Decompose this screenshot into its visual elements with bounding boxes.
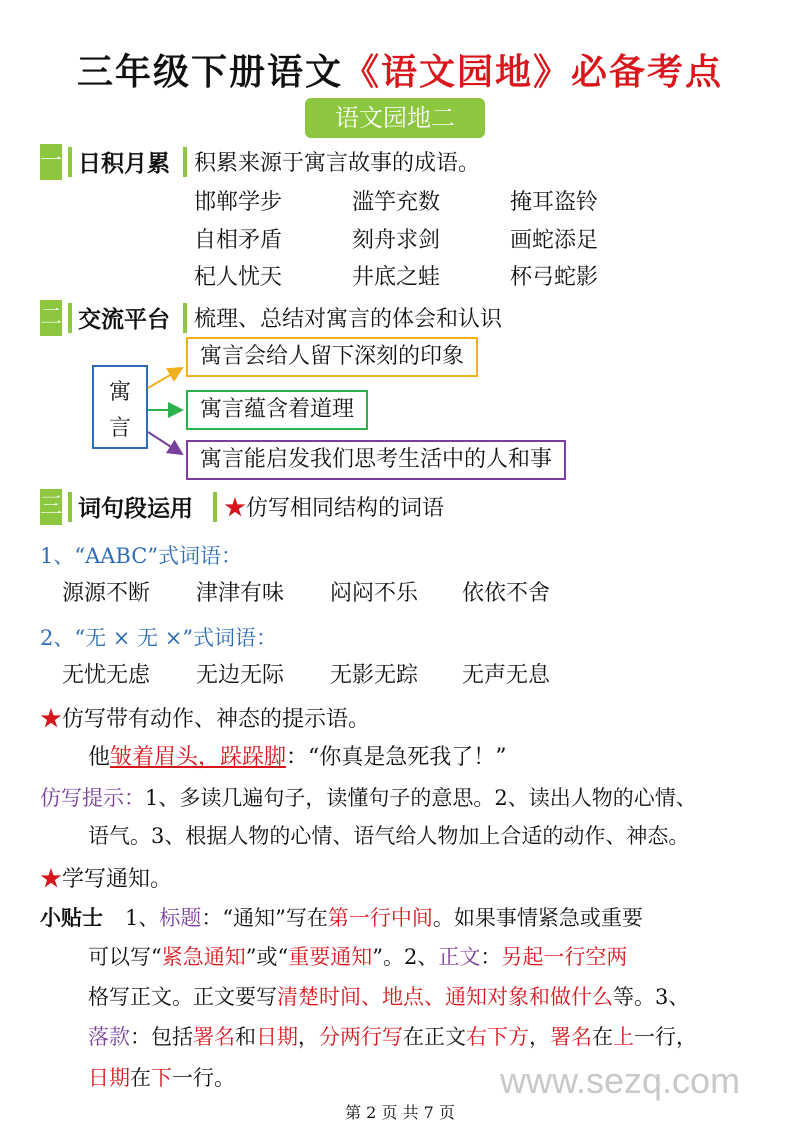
idiom-item: 掩耳盗铃 [510, 190, 599, 215]
word-item: 无影无踪 [330, 663, 419, 688]
section3-heading: 词句段运用 [78, 496, 193, 522]
hint-line-1: 仿写提示：1、多读几遍句子，读懂句子的意思。2、读出人物的心情、 [40, 786, 697, 810]
fable-point-1: 寓言会给人留下深刻的印象 [186, 337, 478, 377]
arrow-orange [148, 368, 182, 388]
tips-label: 小贴士 [40, 906, 103, 930]
section-subtitle-badge: 语文园地二 [305, 98, 485, 138]
idiom-item: 画蛇添足 [510, 228, 599, 253]
word-item: 津津有味 [196, 581, 285, 606]
section3-number: 三 [40, 489, 62, 525]
fable-point-3: 寓言能启发我们思考生活中的人和事 [186, 440, 566, 480]
section2-divider [68, 303, 72, 333]
tips-line-3: 格写正文。正文要写清楚时间、地点、通知对象和做什么等。3、 [88, 985, 690, 1009]
tips-line-4: 落款：包括署名和日期，分两行写在正文右下方，署名在上一行， [88, 1025, 697, 1049]
watermark: www.sezq.com [500, 1060, 741, 1101]
section1-heading: 日积月累 [78, 151, 170, 177]
section2-description: 梳理、总结对寓言的体会和认识 [194, 307, 503, 332]
page-number: 第 2 页 共 7 页 [345, 1103, 455, 1122]
fable-point-2: 寓言蕴含着道理 [186, 390, 368, 430]
tips-line-1: 小贴士 1、标题：“通知”写在第一行中间。如果事情紧急或重要 [40, 906, 643, 930]
hint-label: 仿写提示： [40, 786, 145, 810]
page-title [0, 44, 800, 95]
section3-divider [68, 492, 72, 522]
imitate-prompt-heading: ★仿写带有动作、神态的提示语。 [40, 707, 371, 732]
section2-divider-2 [183, 303, 187, 333]
idiom-item: 自相矛盾 [194, 228, 283, 253]
notice-heading: ★学写通知。 [40, 867, 173, 892]
idiom-item: 滥竽充数 [352, 190, 441, 215]
fable-center-char-1: 寓 [108, 380, 131, 405]
word-item: 源源不断 [62, 581, 151, 606]
idiom-item: 杯弓蛇影 [510, 265, 599, 290]
section1-number: 一 [40, 144, 62, 180]
section3-description: ★仿写相同结构的词语 [224, 496, 445, 521]
word-item: 无忧无虑 [62, 663, 151, 688]
star-icon: ★ [40, 867, 63, 892]
idiom-item: 杞人忧天 [194, 265, 283, 290]
aabc-heading: 1、“AABC”式词语： [40, 544, 243, 568]
section1-divider [68, 147, 72, 177]
fable-center-char-2: 言 [108, 416, 131, 441]
word-item: 闷闷不乐 [330, 581, 419, 606]
tips-line-2: 可以写“紧急通知”或“重要通知”。2、正文：另起一行空两 [88, 945, 628, 969]
section3-divider-2 [213, 492, 217, 522]
word-item: 无边无际 [196, 663, 285, 688]
word-item: 无声无息 [462, 663, 551, 688]
hint-line-2: 语气。3、根据人物的心情、语气给人物加上合适的动作、神态。 [88, 824, 690, 848]
idiom-item: 邯郸学步 [194, 190, 283, 215]
section1-divider-2 [183, 147, 187, 177]
tips-line-5: 日期在下一行。 [88, 1066, 235, 1090]
word-item: 依依不舍 [462, 581, 551, 606]
star-icon: ★ [40, 707, 63, 732]
example-sentence: 他皱着眉头，跺跺脚：“你真是急死我了！” [88, 745, 507, 770]
section2-number: 二 [40, 300, 62, 336]
section1-description: 积累来源于寓言故事的成语。 [194, 151, 481, 176]
wu-heading: 2、“无 × 无 ×”式词语： [40, 626, 278, 650]
section2-heading: 交流平台 [78, 307, 170, 333]
star-icon: ★ [224, 496, 247, 521]
arrow-purple [148, 432, 182, 454]
title-highlight: 《语文园地》必备考点 [343, 52, 724, 93]
title-main: 三年级下册语文 [76, 52, 343, 93]
idiom-item: 井底之蛙 [352, 265, 441, 290]
idiom-item: 刻舟求剑 [352, 228, 441, 253]
